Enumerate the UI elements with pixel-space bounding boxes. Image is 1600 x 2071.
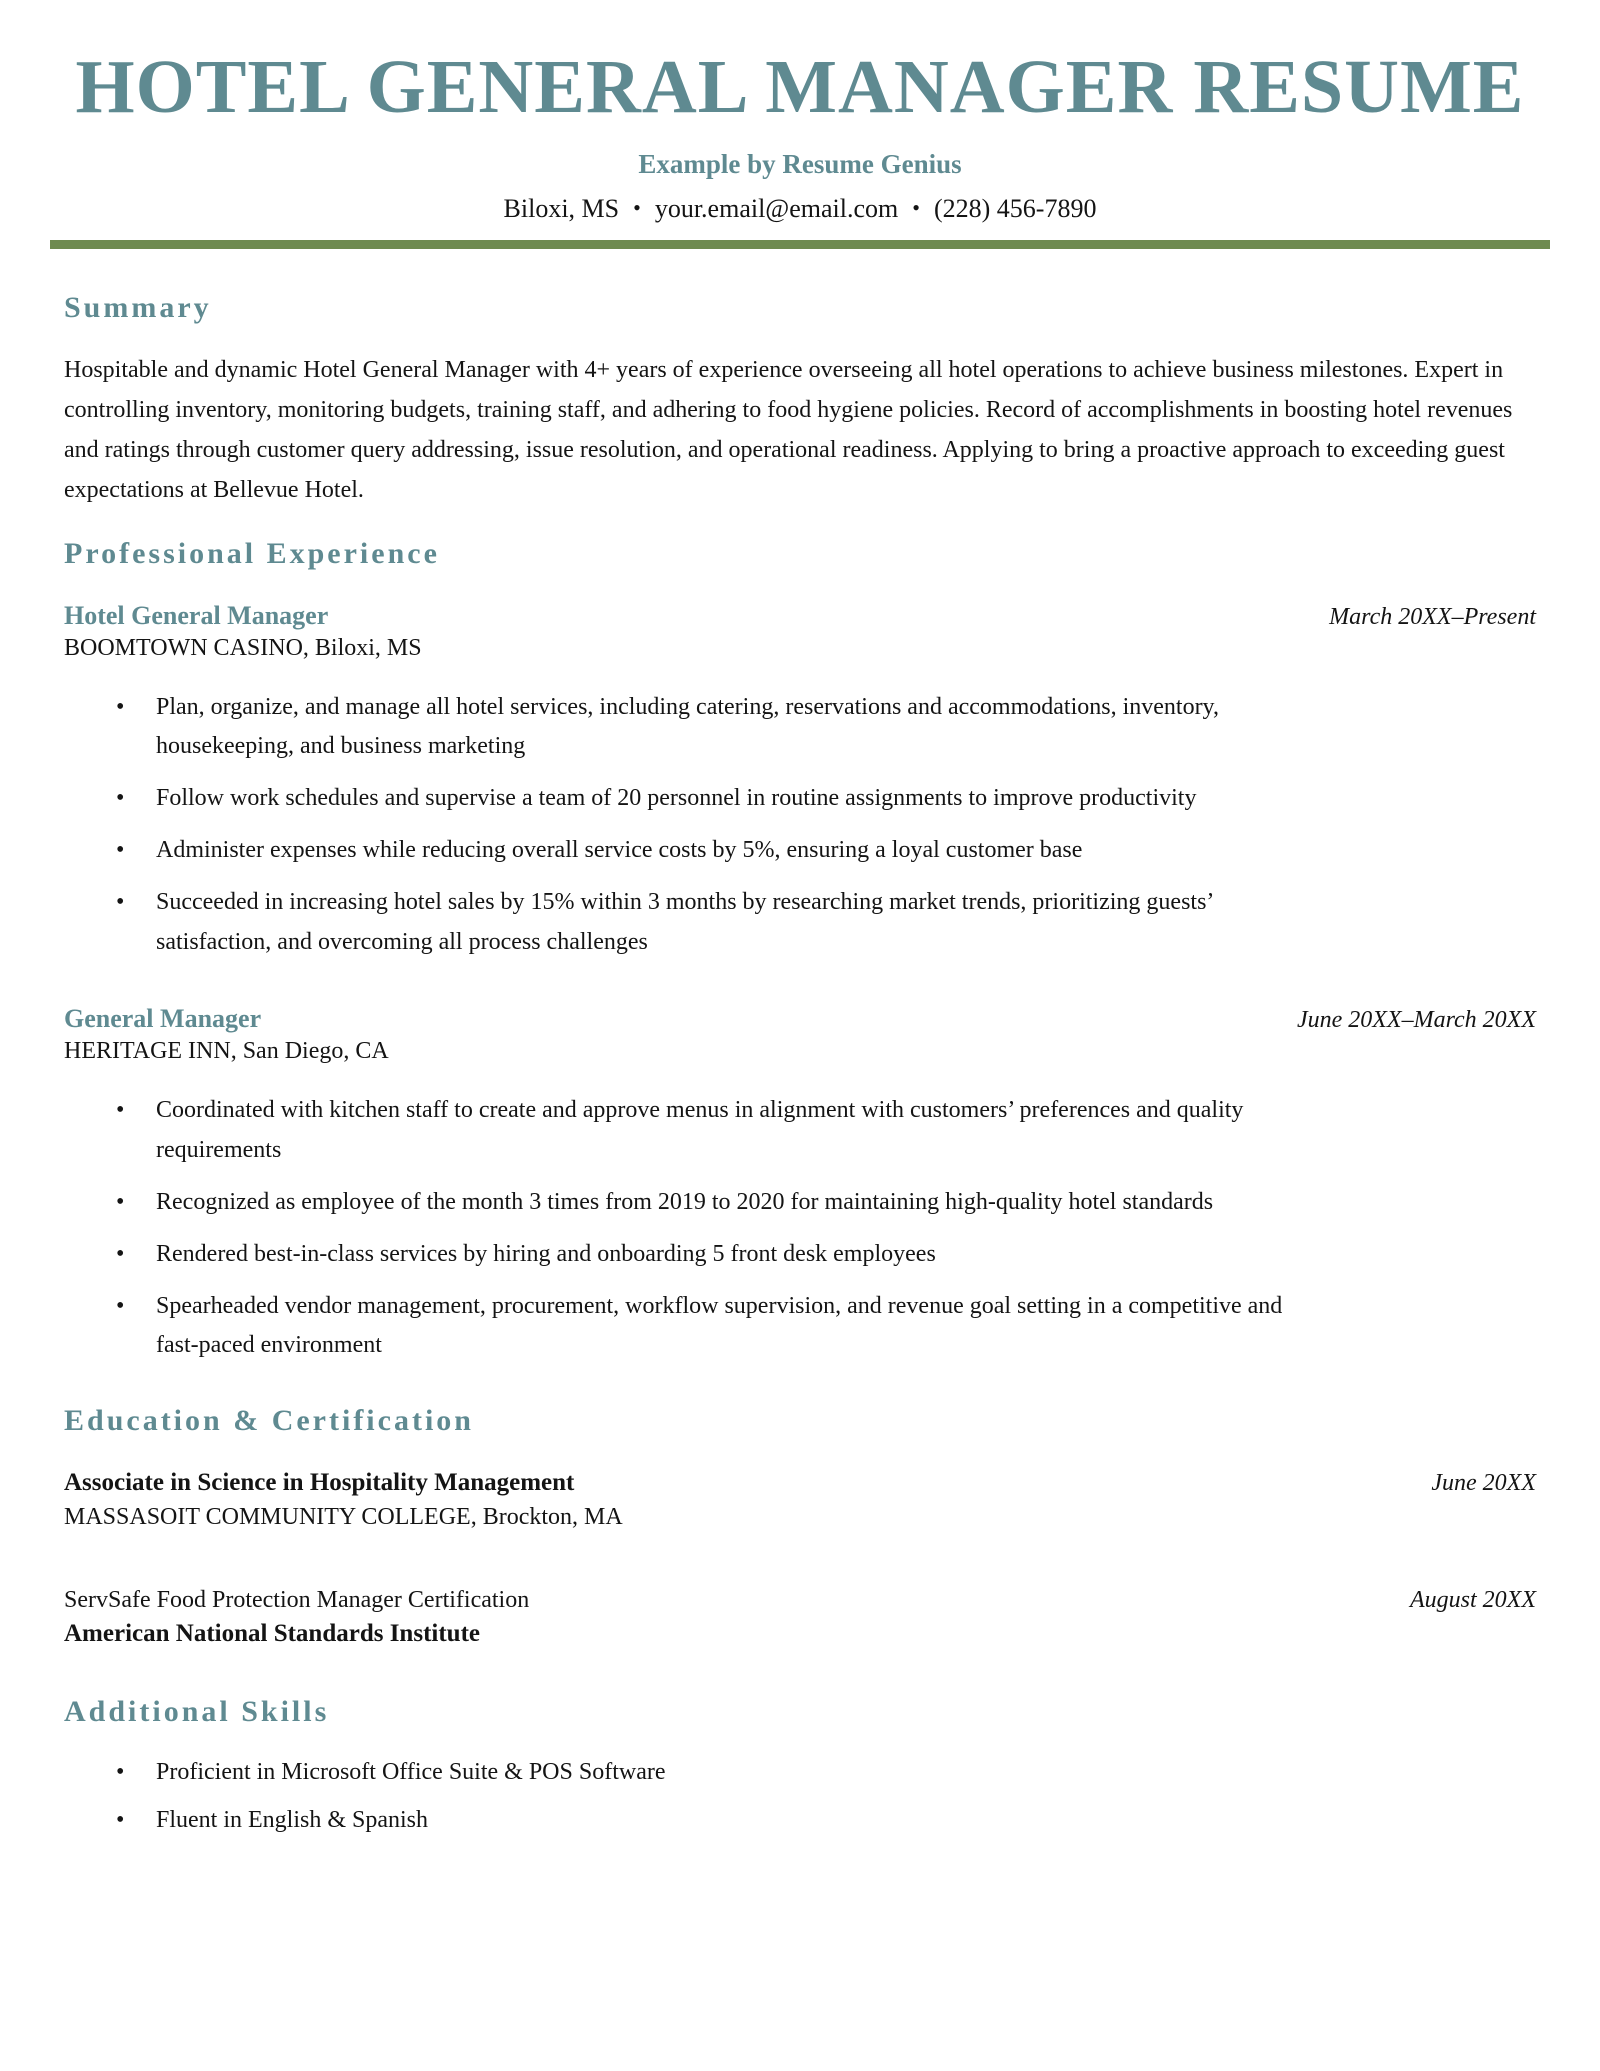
education-entry	[64, 1466, 1536, 1534]
job-block	[64, 601, 1536, 963]
resume-subtitle: Example by Resume Genius	[638, 149, 962, 180]
job-block	[64, 1004, 1536, 1366]
contact-separator: •	[633, 195, 641, 221]
job-title: General Manager	[64, 1004, 262, 1034]
list-item: • Follow work schedules and supervise a team of 20 personnel in routine assignments to improve productivity	[114, 779, 1304, 819]
education-entry-header	[64, 1584, 1536, 1617]
certification-org: American National Standards Institute	[64, 1619, 480, 1647]
contact-line	[64, 194, 1536, 224]
list-item: • Fluent in English & Spanish	[114, 1801, 1304, 1841]
list-item: • Spearheaded vendor management, procurement, workflow supervision, and revenue goal setting in a competitive and fast-paced environment	[114, 1287, 1304, 1367]
job-dates: March 20XX–Present	[1329, 603, 1536, 630]
resume-title: HOTEL GENERAL MANAGER RESUME	[75, 45, 1525, 129]
skills-section	[64, 1695, 1536, 1841]
job-company: BOOMTOWN CASINO, Biloxi, MS	[64, 634, 422, 661]
job-bullet-list	[114, 1091, 1536, 1366]
education-heading: Education & Certification	[64, 1404, 474, 1438]
contact-phone: (228) 456-7890	[933, 194, 1097, 224]
education-date: June 20XX	[1431, 1470, 1536, 1497]
summary-section	[64, 291, 1536, 510]
job-dates: June 20XX–March 20XX	[1296, 1007, 1536, 1034]
header-divider	[50, 240, 1550, 249]
summary-heading: Summary	[64, 291, 212, 325]
certification-date: August 20XX	[1410, 1586, 1536, 1613]
contact-email: your.email@email.com	[654, 194, 899, 224]
education-entry	[64, 1584, 1536, 1652]
job-header	[64, 601, 1536, 631]
resume-header	[64, 44, 1536, 249]
experience-section	[64, 537, 1536, 1367]
summary-paragraph: Hospitable and dynamic Hotel General Manager with 4+ years of experience overseeing all hotel operations to achieve business milestones. Expert in controlling inventory, monitoring budgets, training staff, and adhering to food hygiene policies. Record of accomplishments in boosting hotel revenues and ratings through customer query addressing, issue resolution, and operational readiness. Applying to bring a proactive approach to exceeding guest expectations at Bellevue Hotel.	[64, 357, 1513, 503]
certification-name: ServSafe Food Protection Manager Certification	[64, 1586, 530, 1613]
skills-list	[114, 1753, 1536, 1841]
job-company: HERITAGE INN, San Diego, CA	[64, 1038, 389, 1065]
list-item: • Plan, organize, and manage all hotel services, including catering, reservations and accommodations, inventory, housekeeping, and business marketing	[114, 688, 1304, 768]
list-item: • Administer expenses while reducing overall service costs by 5%, ensuring a loyal customer base	[114, 831, 1304, 871]
degree-name: Associate in Science in Hospitality Management	[64, 1469, 575, 1497]
list-item: • Coordinated with kitchen staff to create and approve menus in alignment with customers’ preferences and quality requirements	[114, 1091, 1304, 1171]
list-item: • Rendered best-in-class services by hiring and onboarding 5 front desk employees	[114, 1235, 1304, 1275]
job-title: Hotel General Manager	[64, 600, 329, 630]
list-item: • Proficient in Microsoft Office Suite & POS Software	[114, 1753, 1304, 1793]
list-item: • Recognized as employee of the month 3 times from 2019 to 2020 for maintaining high-quality hotel standards	[114, 1183, 1304, 1223]
list-item: • Succeeded in increasing hotel sales by 15% within 3 months by researching market trends, prioritizing guests’ satisfaction, and overcoming all process challenges	[114, 883, 1304, 963]
job-header	[64, 1004, 1536, 1034]
job-bullet-list	[114, 688, 1536, 963]
contact-location: Biloxi, MS	[503, 194, 620, 224]
education-entry-header	[64, 1466, 1536, 1501]
experience-heading: Professional Experience	[64, 536, 440, 570]
education-section	[64, 1404, 1536, 1651]
school-name: MASSASOIT COMMUNITY COLLEGE, Brockton, MA	[64, 1503, 623, 1530]
skills-heading: Additional Skills	[64, 1695, 330, 1729]
contact-separator: •	[912, 195, 920, 221]
